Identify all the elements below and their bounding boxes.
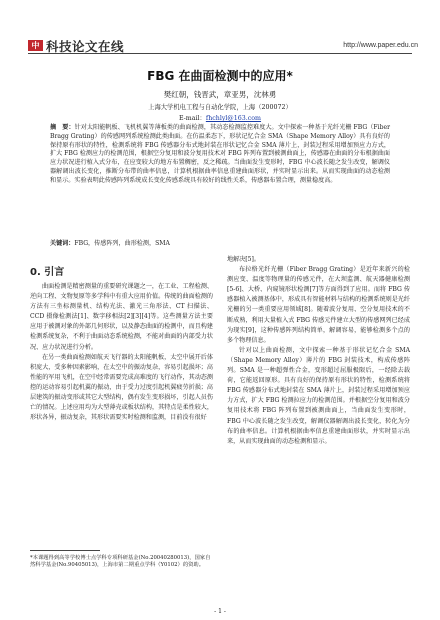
paper-email — [0, 113, 440, 122]
paragraph: 针对以上曲面检测，文中探索一种基于形状记忆合金 SMA（Shape Memory Alloy）薄片的 FBG 封装技术，构成传感阵列。SMA 是一种超弹性合金，变形超过屈服极限后，一经除去载荷，它能返回原形。具有良好的保持原有形状的特性，检测系统将 FBG 传感器分布式地封装在 SMA 薄片上，封装过程采用增加预应力方式，扩大 FBG 检测拉应力的检测范围。并根据空分复用和波分复用技术将 FBG 阵列布置到被测曲面上，当曲面发生变形时，FBG 中心波长随之发生改变，解调仪器解调出波长变化，转化为分布的曲率信息。计算机根据曲率信息重建曲面形状，并实时显示出来，从而实现曲面的动态检测和显示。 — [227, 346, 410, 445]
abstract-label: 摘 要： — [50, 124, 75, 131]
left-column — [30, 282, 213, 423]
keywords-label: 关键词： — [50, 240, 75, 247]
keywords — [50, 238, 390, 247]
logo-badge: 中国 — [28, 40, 43, 51]
page-number: - 1 - — [214, 608, 226, 615]
paragraph: 布拉格光纤光栅（Fiber Bragg Grating）是近年来新兴的检测应变、温度等物理量的传感元件，在大坝监测、航天器健康检测[5-6]、大桥、内窥镜形状检测[7]等方面得到了应用。而将 FBG 传感器植入被测基体中，形成具有智能材料与结构的检测系统则是光纤光栅的另一类重要应用领域[8]。随着波分复用、空分复用技术的不断成熟，利用大量植入式 FBG 传感元件建立大型的传感网列已经成为现实[9]，这种传感阵列结构简单，解调容易，能够检测多个点的多个物理信息。 — [227, 266, 410, 344]
page-header — [0, 0, 440, 60]
paper-affiliation: 上海大学机电工程与自动化学院，上海（200072） — [148, 104, 292, 111]
keywords-text: FBG，传感阵列，曲形检测，SMA — [74, 240, 170, 247]
email-link[interactable]: fhchlyl@163.com — [205, 115, 262, 122]
right-column — [227, 255, 410, 447]
footnote-rule — [30, 550, 100, 551]
footnote: *本课题得到高等学校博士点学科专项科研基金(No.20040280013)，国家自然科学基金(No.90405013)，上海市第二期重点学科（Y0102）的资助。 — [30, 555, 211, 569]
paper-authors: 樊红朝，钱晋武，章亚男，沈林勇 — [163, 90, 277, 99]
abstract — [50, 124, 390, 186]
logo-text: 科技论文在线 — [46, 39, 125, 54]
paragraph: 地解决[5]。 — [227, 256, 261, 263]
email-label: E-mail： — [178, 115, 206, 122]
section-title: 0. 引言 — [30, 267, 65, 278]
abstract-text: 针对太阳能帆板、飞机机翼等薄板类的曲面检测，其动态检测监控难度大。文中探索一种基于光纤光栅 FBG（Fiber Bragg Grating）的传感网列系统检测此类曲面。在仿温柔态下，形状记忆合金 SMA（Shape Memory Alloy）具有良好的保持原有形状的特性，检测系统将 FBG 传感器分布式地封装在形状记忆合金 SMA 薄片上，封装过程采用增加预应力方式，扩大 FBG 检测应力的检测范围，根据空分复用和波分复用技术对 FBG 阵列布置到被测曲面上，传感器在曲面的分布根据曲面应力状况进行植入式分布，在应变较大的地方布置稠密，反之稀疏。当曲面发生变形时，FBG 中心波长随之发生改变，解调仪器解调出波长变化，推断分布带的曲率信息，计算机根据曲率信息重建曲面形状，并实时显示出来。从而实现曲面的动态检测和显示。实验表明此传感阵列系统成长变化传感系统具有较好的线性关系，传感器布置合理，测量稳度高。 — [50, 124, 390, 184]
paragraph: 曲面检测是精密测量的重要研究课题之一，在工业、工程检测、逆向工程、文物复原等多学科中有重大应用价值。传统的曲面检测的方法有三坐标测量机、结构光法、激光三角形法、CT 扫描法、CCD 摄像检测法[1]、数字移相法[2][3][4]等。这些测量方法主要应用于被测对象的外部几何形状，以及静态曲面的检测中，而且构建检测系统复杂，不利于曲面动态系统检测，不能对曲面的内部受力状况、应力状况进行分析。 — [30, 283, 213, 351]
header-rule — [28, 53, 412, 54]
header-url[interactable]: http://www.paper.edu.cn — [343, 42, 418, 49]
paper-title: FBG 在曲面检测中的应用* — [147, 69, 293, 83]
paragraph: 在另一类曲面检测如航天飞行器的太阳能帆板，太空中展开后体积庞大，受多种因素影响，在太空中的振动复杂，容易引起损坏；高性能的军用飞机，在空中经常需要完成高难度的飞行动作，其动态测控的运动容易引起机翼的振动，由于受力过度引起机翼疲劳折损；高层建筑的振动变形或其它大型结构，偶有发生变形损坏，引起人员伤亡的情况。上述应用均为大型薄壳或板状结构，其特点是柔性较大，形状各异，振动复杂，其形状需要实时检测和监测，目前没有很好 — [30, 353, 213, 422]
